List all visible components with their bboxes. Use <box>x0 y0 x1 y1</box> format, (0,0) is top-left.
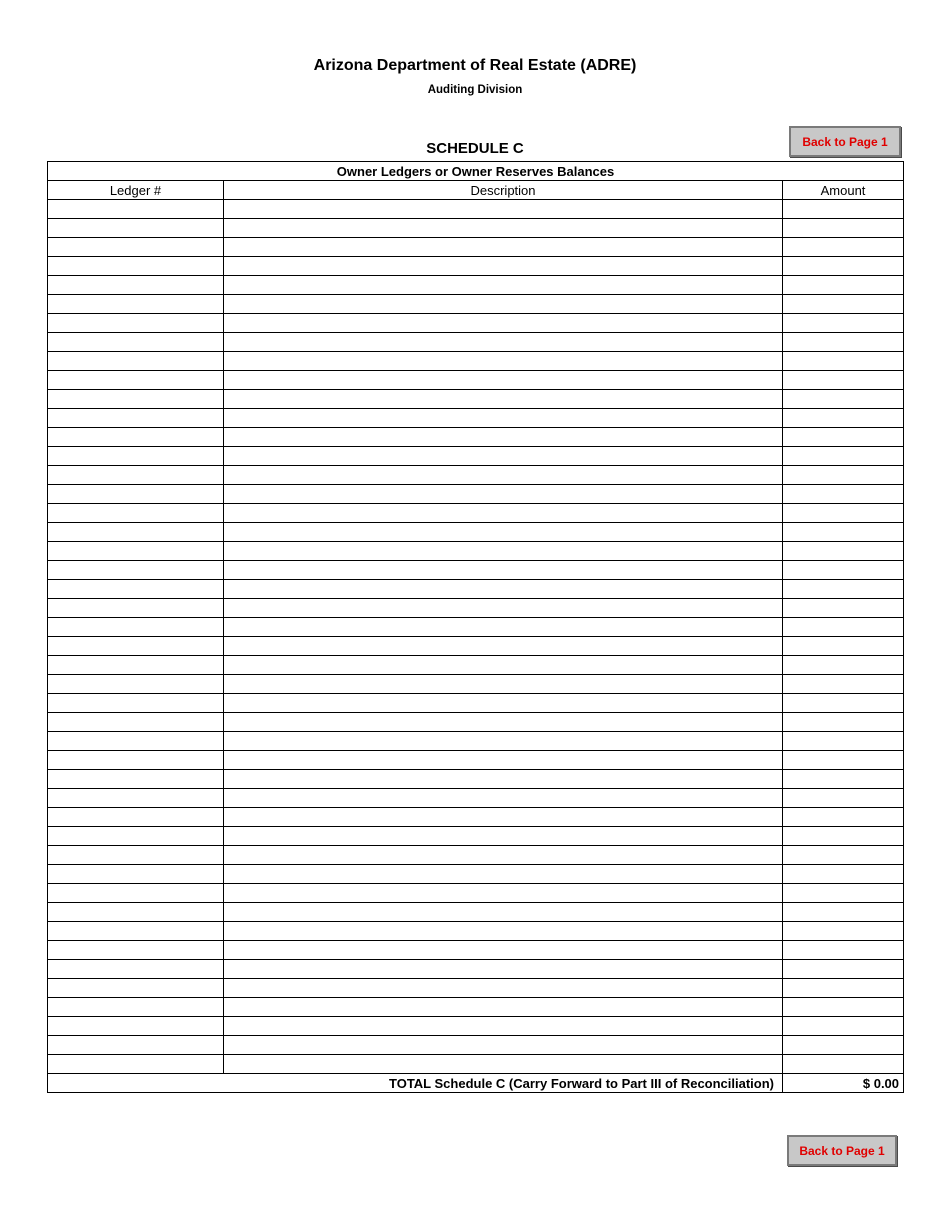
amount-cell[interactable] <box>783 428 904 447</box>
division-name: Auditing Division <box>427 84 523 96</box>
amount-cell[interactable] <box>783 238 904 257</box>
ledger-cell[interactable] <box>48 827 224 846</box>
ledger-cell[interactable] <box>48 276 224 295</box>
table-row <box>48 770 904 789</box>
description-cell[interactable] <box>224 903 783 922</box>
table-row <box>48 523 904 542</box>
description-cell[interactable] <box>224 808 783 827</box>
description-cell[interactable] <box>224 390 783 409</box>
amount-cell[interactable] <box>783 751 904 770</box>
amount-cell[interactable] <box>783 485 904 504</box>
amount-cell[interactable] <box>783 200 904 219</box>
table-row <box>48 789 904 808</box>
table-row <box>48 1055 904 1074</box>
table-row <box>48 675 904 694</box>
description-cell[interactable] <box>224 352 783 371</box>
table-row <box>48 1017 904 1036</box>
amount-cell[interactable] <box>783 827 904 846</box>
ledger-cell[interactable] <box>48 257 224 276</box>
ledger-cell[interactable] <box>48 922 224 941</box>
table-row <box>48 998 904 1017</box>
amount-cell[interactable] <box>783 770 904 789</box>
table-row <box>48 238 904 257</box>
table-row <box>48 352 904 371</box>
table-row <box>48 732 904 751</box>
description-cell[interactable] <box>224 580 783 599</box>
amount-cell[interactable] <box>783 352 904 371</box>
ledger-cell[interactable] <box>48 447 224 466</box>
ledger-cell[interactable] <box>48 409 224 428</box>
table-row <box>48 827 904 846</box>
ledger-cell[interactable] <box>48 637 224 656</box>
description-cell[interactable] <box>224 295 783 314</box>
ledger-cell[interactable] <box>48 485 224 504</box>
table-row <box>48 846 904 865</box>
description-cell[interactable] <box>224 523 783 542</box>
table-row <box>48 409 904 428</box>
ledger-cell[interactable] <box>48 580 224 599</box>
description-cell[interactable] <box>224 922 783 941</box>
ledger-cell[interactable] <box>48 941 224 960</box>
table-row <box>48 485 904 504</box>
description-cell[interactable] <box>224 409 783 428</box>
description-cell[interactable] <box>224 447 783 466</box>
description-cell[interactable] <box>224 770 783 789</box>
table-row <box>48 713 904 732</box>
amount-cell[interactable] <box>783 618 904 637</box>
description-cell[interactable] <box>224 884 783 903</box>
ledger-cell[interactable] <box>48 808 224 827</box>
total-label: TOTAL Schedule C (Carry Forward to Part III of Reconciliation) <box>48 1074 783 1093</box>
table-row <box>48 295 904 314</box>
description-cell[interactable] <box>224 637 783 656</box>
amount-cell[interactable] <box>783 713 904 732</box>
ledger-cell[interactable] <box>48 713 224 732</box>
amount-cell[interactable] <box>783 390 904 409</box>
ledger-cell[interactable] <box>48 466 224 485</box>
table-row <box>48 884 904 903</box>
description-cell[interactable] <box>224 428 783 447</box>
table-row <box>48 390 904 409</box>
table-row <box>48 276 904 295</box>
ledger-cell[interactable] <box>48 656 224 675</box>
table-row <box>48 561 904 580</box>
amount-cell[interactable] <box>783 656 904 675</box>
table-row <box>48 200 904 219</box>
amount-cell[interactable] <box>783 865 904 884</box>
table-row <box>48 599 904 618</box>
amount-cell[interactable] <box>783 808 904 827</box>
ledger-cell[interactable] <box>48 599 224 618</box>
ledger-cell[interactable] <box>48 219 224 238</box>
table-row <box>48 865 904 884</box>
ledger-cell[interactable] <box>48 314 224 333</box>
amount-cell[interactable] <box>783 979 904 998</box>
description-cell[interactable] <box>224 276 783 295</box>
table-row <box>48 903 904 922</box>
description-cell[interactable] <box>224 1055 783 1074</box>
description-cell[interactable] <box>224 732 783 751</box>
amount-cell[interactable] <box>783 523 904 542</box>
column-header-amount: Amount <box>783 181 904 200</box>
ledger-cell[interactable] <box>48 770 224 789</box>
amount-cell[interactable] <box>783 1017 904 1036</box>
amount-cell[interactable] <box>783 903 904 922</box>
ledger-cell[interactable] <box>48 903 224 922</box>
total-value: $ 0.00 <box>783 1074 904 1093</box>
ledger-cell[interactable] <box>48 694 224 713</box>
amount-cell[interactable] <box>783 219 904 238</box>
description-cell[interactable] <box>224 371 783 390</box>
ledger-cell[interactable] <box>48 998 224 1017</box>
description-cell[interactable] <box>224 998 783 1017</box>
amount-cell[interactable] <box>783 580 904 599</box>
amount-cell[interactable] <box>783 922 904 941</box>
table-row <box>48 941 904 960</box>
ledger-cell[interactable] <box>48 390 224 409</box>
description-cell[interactable] <box>224 846 783 865</box>
ledger-cell[interactable] <box>48 504 224 523</box>
ledger-cell[interactable] <box>48 200 224 219</box>
back-to-page-1-button-top[interactable]: Back to Page 1 <box>789 126 901 157</box>
amount-cell[interactable] <box>783 466 904 485</box>
description-cell[interactable] <box>224 941 783 960</box>
table-row <box>48 257 904 276</box>
amount-cell[interactable] <box>783 1036 904 1055</box>
amount-cell[interactable] <box>783 542 904 561</box>
description-cell[interactable] <box>224 1017 783 1036</box>
ledger-cell[interactable] <box>48 1055 224 1074</box>
ledger-cell[interactable] <box>48 846 224 865</box>
table-row <box>48 656 904 675</box>
ledger-cell[interactable] <box>48 333 224 352</box>
ledger-cell[interactable] <box>48 979 224 998</box>
table-row <box>48 504 904 523</box>
amount-cell[interactable] <box>783 409 904 428</box>
table-row <box>48 979 904 998</box>
ledger-cell[interactable] <box>48 789 224 808</box>
amount-cell[interactable] <box>783 675 904 694</box>
table-row <box>48 466 904 485</box>
amount-cell[interactable] <box>783 789 904 808</box>
description-cell[interactable] <box>224 599 783 618</box>
ledger-cell[interactable] <box>48 1036 224 1055</box>
amount-cell[interactable] <box>783 561 904 580</box>
description-cell[interactable] <box>224 257 783 276</box>
ledger-cell[interactable] <box>48 352 224 371</box>
description-cell[interactable] <box>224 200 783 219</box>
amount-cell[interactable] <box>783 257 904 276</box>
ledger-cell[interactable] <box>48 542 224 561</box>
ledger-cell[interactable] <box>48 884 224 903</box>
description-cell[interactable] <box>224 675 783 694</box>
description-cell[interactable] <box>224 542 783 561</box>
table-row <box>48 922 904 941</box>
table-row <box>48 314 904 333</box>
amount-cell[interactable] <box>783 960 904 979</box>
description-cell[interactable] <box>224 960 783 979</box>
description-cell[interactable] <box>224 561 783 580</box>
description-cell[interactable] <box>224 713 783 732</box>
column-header-ledger: Ledger # <box>48 181 224 200</box>
description-cell[interactable] <box>224 504 783 523</box>
amount-cell[interactable] <box>783 504 904 523</box>
amount-cell[interactable] <box>783 941 904 960</box>
table-subtitle: Owner Ledgers or Owner Reserves Balances <box>48 162 904 181</box>
table-row <box>48 1036 904 1055</box>
ledger-cell[interactable] <box>48 960 224 979</box>
description-cell[interactable] <box>224 694 783 713</box>
description-cell[interactable] <box>224 751 783 770</box>
table-row <box>48 808 904 827</box>
description-cell[interactable] <box>224 618 783 637</box>
ledger-cell[interactable] <box>48 523 224 542</box>
description-cell[interactable] <box>224 827 783 846</box>
ledger-cell[interactable] <box>48 295 224 314</box>
ledger-cell[interactable] <box>48 865 224 884</box>
schedule-table <box>47 161 904 1093</box>
ledger-cell[interactable] <box>48 561 224 580</box>
amount-cell[interactable] <box>783 276 904 295</box>
description-cell[interactable] <box>224 333 783 352</box>
ledger-cell[interactable] <box>48 732 224 751</box>
amount-cell[interactable] <box>783 333 904 352</box>
column-header-description: Description <box>224 181 783 200</box>
description-cell[interactable] <box>224 1036 783 1055</box>
table-row <box>48 580 904 599</box>
ledger-cell[interactable] <box>48 238 224 257</box>
amount-cell[interactable] <box>783 599 904 618</box>
ledger-cell[interactable] <box>48 371 224 390</box>
amount-cell[interactable] <box>783 732 904 751</box>
amount-cell[interactable] <box>783 998 904 1017</box>
table-row <box>48 542 904 561</box>
table-row <box>48 428 904 447</box>
amount-cell[interactable] <box>783 884 904 903</box>
table-row <box>48 219 904 238</box>
description-cell[interactable] <box>224 979 783 998</box>
amount-cell[interactable] <box>783 371 904 390</box>
amount-cell[interactable] <box>783 846 904 865</box>
ledger-cell[interactable] <box>48 1017 224 1036</box>
description-cell[interactable] <box>224 656 783 675</box>
back-to-page-1-button-bottom[interactable]: Back to Page 1 <box>787 1135 897 1166</box>
table-row <box>48 751 904 770</box>
table-row <box>48 618 904 637</box>
description-cell[interactable] <box>224 219 783 238</box>
description-cell[interactable] <box>224 865 783 884</box>
description-cell[interactable] <box>224 789 783 808</box>
description-cell[interactable] <box>224 314 783 333</box>
amount-cell[interactable] <box>783 295 904 314</box>
ledger-cell[interactable] <box>48 428 224 447</box>
description-cell[interactable] <box>224 485 783 504</box>
table-row <box>48 960 904 979</box>
description-cell[interactable] <box>224 466 783 485</box>
table-row <box>48 694 904 713</box>
table-body <box>48 200 904 1074</box>
table-row <box>48 371 904 390</box>
amount-cell[interactable] <box>783 314 904 333</box>
organization-title: Arizona Department of Real Estate (ADRE) <box>313 57 637 74</box>
table-row <box>48 333 904 352</box>
ledger-cell[interactable] <box>48 675 224 694</box>
amount-cell[interactable] <box>783 637 904 656</box>
description-cell[interactable] <box>224 238 783 257</box>
table-row <box>48 447 904 466</box>
amount-cell[interactable] <box>783 447 904 466</box>
table-row <box>48 637 904 656</box>
amount-cell[interactable] <box>783 1055 904 1074</box>
schedule-title: SCHEDULE C <box>426 140 524 157</box>
ledger-cell[interactable] <box>48 751 224 770</box>
ledger-cell[interactable] <box>48 618 224 637</box>
amount-cell[interactable] <box>783 694 904 713</box>
